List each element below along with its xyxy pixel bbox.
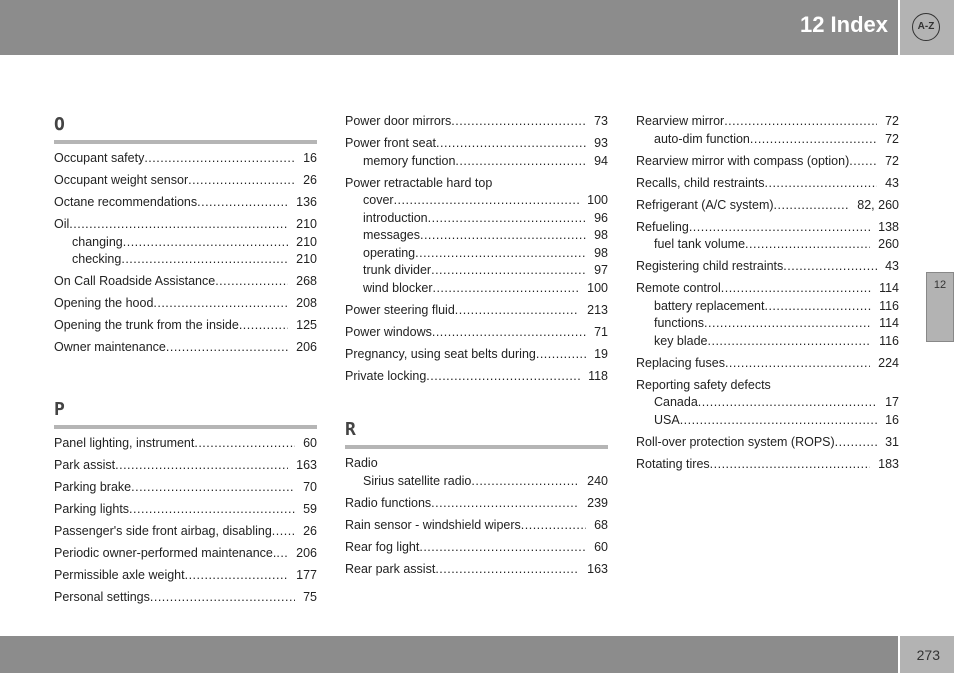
chapter-side-tab[interactable]: 12 xyxy=(926,272,954,342)
entry-text: Passenger's side front airbag, disabling xyxy=(54,523,272,538)
index-entry-line[interactable] xyxy=(636,219,899,237)
index-entry xyxy=(54,273,317,291)
index-entry-line[interactable] xyxy=(54,172,317,190)
header-tab xyxy=(900,0,954,55)
section-letter-o: O xyxy=(54,114,65,135)
dot-leader xyxy=(239,317,288,335)
entry-text: functions xyxy=(654,316,705,330)
dot-leader xyxy=(455,153,586,171)
entry-page-number: 26 xyxy=(303,173,317,187)
index-entry xyxy=(345,495,608,513)
section-rule xyxy=(345,445,608,449)
header-bar xyxy=(0,0,898,55)
entry-text: introduction xyxy=(363,210,428,225)
index-entry-line[interactable] xyxy=(54,150,317,168)
entry-page-number: 72 xyxy=(885,114,899,128)
index-entry xyxy=(54,339,317,357)
dot-leader xyxy=(536,346,586,364)
index-entry-line[interactable] xyxy=(636,258,899,276)
index-entry-line[interactable] xyxy=(54,295,317,313)
index-entry xyxy=(54,172,317,190)
entry-text: Oil xyxy=(54,217,70,231)
entry-text: Permissible axle weight xyxy=(54,567,185,582)
index-subentry[interactable] xyxy=(636,236,899,254)
entry-text: Registering child restraints xyxy=(636,259,784,273)
entry-page-number: 72 xyxy=(885,153,899,168)
entry-text: trunk divider xyxy=(363,263,432,277)
dot-leader xyxy=(150,589,295,607)
dot-leader xyxy=(215,273,288,291)
dot-leader xyxy=(698,394,877,412)
entry-text: Park assist xyxy=(54,457,116,472)
entry-text: memory function xyxy=(363,153,456,168)
index-entry-line[interactable] xyxy=(636,153,899,171)
entry-page-number: 213 xyxy=(587,302,608,317)
entry-page-number: 96 xyxy=(594,210,608,225)
entry-text: Rearview mirror xyxy=(636,114,725,128)
entry-text: Rotating tires xyxy=(636,456,710,471)
index-subentry[interactable] xyxy=(636,131,899,149)
entry-page-number: 19 xyxy=(594,346,608,361)
index-subentry[interactable] xyxy=(345,245,608,263)
index-entry-line[interactable] xyxy=(54,194,317,212)
entry-text: Radio functions xyxy=(345,495,432,510)
index-subentry[interactable] xyxy=(54,251,317,269)
entry-page-number: 17 xyxy=(885,395,899,409)
section-spacer xyxy=(54,357,317,397)
entry-text: messages xyxy=(363,228,420,242)
index-entry-line[interactable] xyxy=(636,355,899,373)
dot-leader xyxy=(704,315,871,333)
index-entry xyxy=(345,517,608,535)
dot-leader xyxy=(276,545,288,563)
entry-page-number: 210 xyxy=(296,217,317,231)
dot-leader xyxy=(185,567,289,585)
index-entry-line[interactable] xyxy=(54,273,317,291)
index-column-1 xyxy=(54,112,317,606)
entry-text: Refueling xyxy=(636,219,689,234)
dot-leader xyxy=(272,523,295,541)
dot-leader xyxy=(432,324,586,342)
entry-page-number: 68 xyxy=(594,517,608,532)
entry-text: Power front seat xyxy=(345,136,437,150)
entry-text: Recalls, child restraints xyxy=(636,175,765,190)
index-entry xyxy=(345,455,608,490)
entry-page-number: 210 xyxy=(296,234,317,249)
entry-page-number: 177 xyxy=(296,567,317,582)
index-entry xyxy=(54,295,317,313)
dot-leader xyxy=(431,262,586,280)
entry-page-number: 183 xyxy=(878,456,899,471)
index-column-3 xyxy=(636,113,899,473)
index-subentry[interactable] xyxy=(345,280,608,298)
dot-leader xyxy=(745,236,870,254)
index-entry xyxy=(54,457,317,475)
dot-leader xyxy=(419,539,586,557)
index-entry xyxy=(54,317,317,335)
index-subentry[interactable] xyxy=(345,210,608,228)
dot-leader xyxy=(394,192,580,210)
index-entry-line[interactable] xyxy=(636,175,899,193)
index-entry-line[interactable] xyxy=(636,280,899,298)
dot-leader xyxy=(783,258,877,276)
index-entry-line[interactable] xyxy=(345,539,608,557)
a-z-index-icon: A-Z xyxy=(912,13,940,41)
entry-page-number: 239 xyxy=(587,495,608,510)
entry-text: Power door mirrors xyxy=(345,114,452,128)
entry-page-number: 138 xyxy=(878,219,899,234)
index-entry-line[interactable] xyxy=(345,302,608,320)
entry-text: fuel tank volume xyxy=(654,237,746,251)
index-entry xyxy=(54,501,317,519)
index-subentry[interactable] xyxy=(345,227,608,245)
footer-bar xyxy=(0,636,898,673)
dot-leader xyxy=(426,368,580,386)
entry-text: Power retractable hard top xyxy=(345,175,493,190)
entry-text: operating xyxy=(363,245,416,260)
entry-page-number: 125 xyxy=(296,318,317,332)
entry-text: auto-dim function xyxy=(654,131,750,146)
index-entry-line[interactable] xyxy=(345,517,608,535)
entry-text: Private locking xyxy=(345,368,427,383)
entry-page-number: 60 xyxy=(303,435,317,450)
entry-page-number: 268 xyxy=(296,274,317,288)
entry-page-number: 97 xyxy=(594,263,608,277)
entry-text: Periodic owner-performed maintenance. xyxy=(54,545,277,560)
dot-leader xyxy=(451,113,586,131)
index-entry xyxy=(636,280,899,350)
index-entry-line[interactable] xyxy=(54,523,317,541)
entry-page-number: 16 xyxy=(885,412,899,427)
index-entry-line[interactable] xyxy=(345,135,608,153)
entry-text: Rain sensor - windshield wipers xyxy=(345,517,521,532)
index-subentry[interactable] xyxy=(345,192,608,210)
entry-text: Power steering fluid xyxy=(345,302,455,317)
index-entry-line[interactable] xyxy=(636,434,899,452)
entry-page-number: 43 xyxy=(885,259,899,273)
index-entry xyxy=(636,355,899,373)
entry-page-number: 260 xyxy=(878,237,899,251)
entry-text: Rear park assist xyxy=(345,561,436,576)
entry-page-number: 100 xyxy=(587,280,608,295)
index-entry xyxy=(345,539,608,557)
entry-text: key blade xyxy=(654,333,708,348)
index-entry-line[interactable] xyxy=(345,495,608,513)
index-entry-line[interactable] xyxy=(54,216,317,234)
dot-leader xyxy=(115,457,288,475)
dot-leader xyxy=(725,355,870,373)
entry-page-number: 206 xyxy=(296,340,317,354)
index-subentry[interactable] xyxy=(345,473,608,491)
entry-page-number: 240 xyxy=(587,473,608,488)
index-entry xyxy=(636,456,899,474)
index-entry-line[interactable] xyxy=(345,561,608,579)
index-entry xyxy=(54,567,317,585)
dot-leader xyxy=(835,434,877,452)
index-subentry[interactable] xyxy=(636,394,899,412)
index-subentry[interactable] xyxy=(345,153,608,171)
dot-leader xyxy=(471,473,579,491)
entry-text: Opening the hood xyxy=(54,296,154,310)
entry-text: Refrigerant (A/C system) xyxy=(636,197,774,212)
entry-text: Canada xyxy=(654,395,698,409)
index-entry xyxy=(636,113,899,148)
dot-leader xyxy=(708,333,872,351)
dot-leader xyxy=(436,135,586,153)
entry-page-number: 71 xyxy=(594,324,608,339)
entry-page-number: 118 xyxy=(588,368,608,383)
entry-text: Parking lights xyxy=(54,501,130,516)
entry-page-number: 116 xyxy=(879,333,899,348)
dot-leader xyxy=(710,456,870,474)
entry-text: Radio xyxy=(345,456,378,470)
entry-page-number: 163 xyxy=(296,457,317,472)
page-number: 273 xyxy=(916,647,940,663)
entry-page-number: 26 xyxy=(303,523,317,538)
index-entry xyxy=(54,150,317,168)
index-entry xyxy=(54,479,317,497)
dot-leader xyxy=(750,131,877,149)
entry-text: Sirius satellite radio xyxy=(363,473,472,488)
dot-leader xyxy=(121,251,288,269)
dot-leader xyxy=(69,216,288,234)
entry-page-number: 114 xyxy=(879,281,899,295)
dot-leader xyxy=(521,517,586,535)
index-entry xyxy=(345,302,608,320)
entry-page-number: 224 xyxy=(878,355,899,370)
entry-page-number: 94 xyxy=(594,153,608,168)
index-entry-line[interactable] xyxy=(636,377,899,395)
footer-tab xyxy=(900,636,954,673)
index-entry xyxy=(636,175,899,193)
entry-text: Owner maintenance xyxy=(54,340,166,354)
index-entry xyxy=(636,258,899,276)
index-entry xyxy=(636,153,899,171)
entry-page-number: 136 xyxy=(296,195,317,209)
index-entry xyxy=(345,113,608,131)
index-entry-line[interactable] xyxy=(54,567,317,585)
entry-text: battery replacement xyxy=(654,298,765,313)
entry-page-number: 82, 260 xyxy=(857,197,899,212)
dot-leader xyxy=(415,245,586,263)
dot-leader xyxy=(144,150,295,168)
entry-page-number: 208 xyxy=(296,296,317,310)
entry-page-number: 43 xyxy=(885,175,899,190)
dot-leader xyxy=(765,175,878,193)
entry-page-number: 75 xyxy=(303,589,317,604)
section-spacer xyxy=(345,385,608,417)
entry-text: Rearview mirror with compass (option) xyxy=(636,153,850,168)
index-entry-line[interactable] xyxy=(345,368,608,386)
index-entry-line[interactable] xyxy=(345,346,608,364)
index-subentry[interactable] xyxy=(636,298,899,316)
dot-leader xyxy=(188,172,295,190)
dot-leader xyxy=(721,280,871,298)
entry-page-number: 60 xyxy=(594,539,608,554)
entry-page-number: 73 xyxy=(594,114,608,128)
entry-page-number: 116 xyxy=(879,298,899,313)
entry-page-number: 100 xyxy=(587,193,608,207)
entry-page-number: 93 xyxy=(594,136,608,150)
entry-text: Personal settings xyxy=(54,589,150,604)
index-entry-line[interactable] xyxy=(54,457,317,475)
dot-leader xyxy=(194,435,295,453)
entry-text: Rear fog light xyxy=(345,539,420,554)
entry-text: Opening the trunk from the inside xyxy=(54,318,239,332)
entry-text: Roll-over protection system (ROPS) xyxy=(636,434,835,449)
dot-leader xyxy=(774,197,850,215)
entry-text: USA xyxy=(654,412,680,427)
index-entry xyxy=(636,377,899,430)
index-entry-line[interactable] xyxy=(636,197,899,215)
index-entry xyxy=(345,346,608,364)
index-entry-line[interactable] xyxy=(54,545,317,563)
dot-leader xyxy=(428,210,586,228)
index-subentry[interactable] xyxy=(54,234,317,252)
index-entry xyxy=(636,219,899,254)
index-entry-line[interactable] xyxy=(345,455,608,473)
entry-text: Parking brake xyxy=(54,479,132,494)
entry-text: Pregnancy, using seat belts during xyxy=(345,346,536,361)
dot-leader xyxy=(455,302,579,320)
index-entry-line[interactable] xyxy=(54,479,317,497)
entry-text: Power windows xyxy=(345,324,432,339)
entry-text: cover xyxy=(363,193,394,207)
section-rule xyxy=(54,425,317,429)
index-entry-line[interactable] xyxy=(345,113,608,131)
entry-page-number: 31 xyxy=(885,434,899,449)
dot-leader xyxy=(680,412,877,430)
dot-leader xyxy=(420,227,586,245)
index-entry-line[interactable] xyxy=(636,113,899,131)
entry-page-number: 72 xyxy=(885,131,899,146)
index-entry xyxy=(54,216,317,269)
index-entry xyxy=(54,545,317,563)
entry-page-number: 98 xyxy=(594,245,608,260)
dot-leader xyxy=(435,561,579,579)
section-rule xyxy=(54,140,317,144)
index-entry-line[interactable] xyxy=(54,435,317,453)
dot-leader xyxy=(432,280,579,298)
entry-text: Replacing fuses xyxy=(636,355,725,370)
index-subentry[interactable] xyxy=(636,315,899,333)
index-entry xyxy=(345,561,608,579)
entry-text: Remote control xyxy=(636,281,721,295)
entry-page-number: 114 xyxy=(879,316,899,330)
entry-text: checking xyxy=(72,252,122,266)
dot-leader xyxy=(849,153,877,171)
dot-leader xyxy=(431,495,579,513)
section-letter-r: R xyxy=(345,419,356,440)
entry-text: On Call Roadside Assistance xyxy=(54,274,216,288)
entry-text: Occupant weight sensor xyxy=(54,173,189,187)
entry-page-number: 59 xyxy=(303,501,317,516)
index-entry xyxy=(345,368,608,386)
entry-page-number: 163 xyxy=(587,561,608,576)
entry-text: Reporting safety defects xyxy=(636,377,771,392)
index-entry-line[interactable] xyxy=(54,589,317,607)
index-subentry[interactable] xyxy=(636,412,899,430)
entry-text: wind blocker xyxy=(363,280,433,295)
index-entry xyxy=(636,434,899,452)
index-entry xyxy=(54,435,317,453)
index-column-2 xyxy=(345,113,608,578)
entry-page-number: 70 xyxy=(303,479,317,494)
entry-page-number: 98 xyxy=(594,228,608,242)
index-entry-line[interactable] xyxy=(54,339,317,357)
index-entry-line[interactable] xyxy=(636,456,899,474)
dot-leader xyxy=(724,113,877,131)
index-entry xyxy=(345,175,608,298)
dot-leader xyxy=(689,219,870,237)
dot-leader xyxy=(197,194,288,212)
entry-text: changing xyxy=(72,234,123,249)
index-entry-line[interactable] xyxy=(345,324,608,342)
dot-leader xyxy=(153,295,288,313)
entry-page-number: 16 xyxy=(303,151,317,165)
entry-text: Panel lighting, instrument xyxy=(54,435,195,450)
dot-leader xyxy=(764,298,871,316)
dot-leader xyxy=(129,501,295,519)
section-letter-p: P xyxy=(54,398,65,420)
index-entry-line[interactable] xyxy=(54,501,317,519)
index-entry-line[interactable] xyxy=(54,317,317,335)
dot-leader xyxy=(131,479,295,497)
index-subentry[interactable] xyxy=(345,262,608,280)
page-title: 12 Index xyxy=(799,12,888,37)
dot-leader xyxy=(166,339,288,357)
index-entry xyxy=(54,194,317,212)
index-subentry[interactable] xyxy=(636,333,899,351)
dot-leader xyxy=(123,234,288,252)
index-entry xyxy=(345,135,608,170)
entry-text: Occupant safety xyxy=(54,151,145,165)
index-entry xyxy=(54,589,317,607)
entry-text: Octane recommendations xyxy=(54,195,198,209)
index-entry xyxy=(54,523,317,541)
entry-page-number: 210 xyxy=(296,252,317,266)
index-entry xyxy=(636,197,899,215)
index-entry-line[interactable] xyxy=(345,175,608,193)
index-entry xyxy=(345,324,608,342)
entry-page-number: 206 xyxy=(296,545,317,560)
